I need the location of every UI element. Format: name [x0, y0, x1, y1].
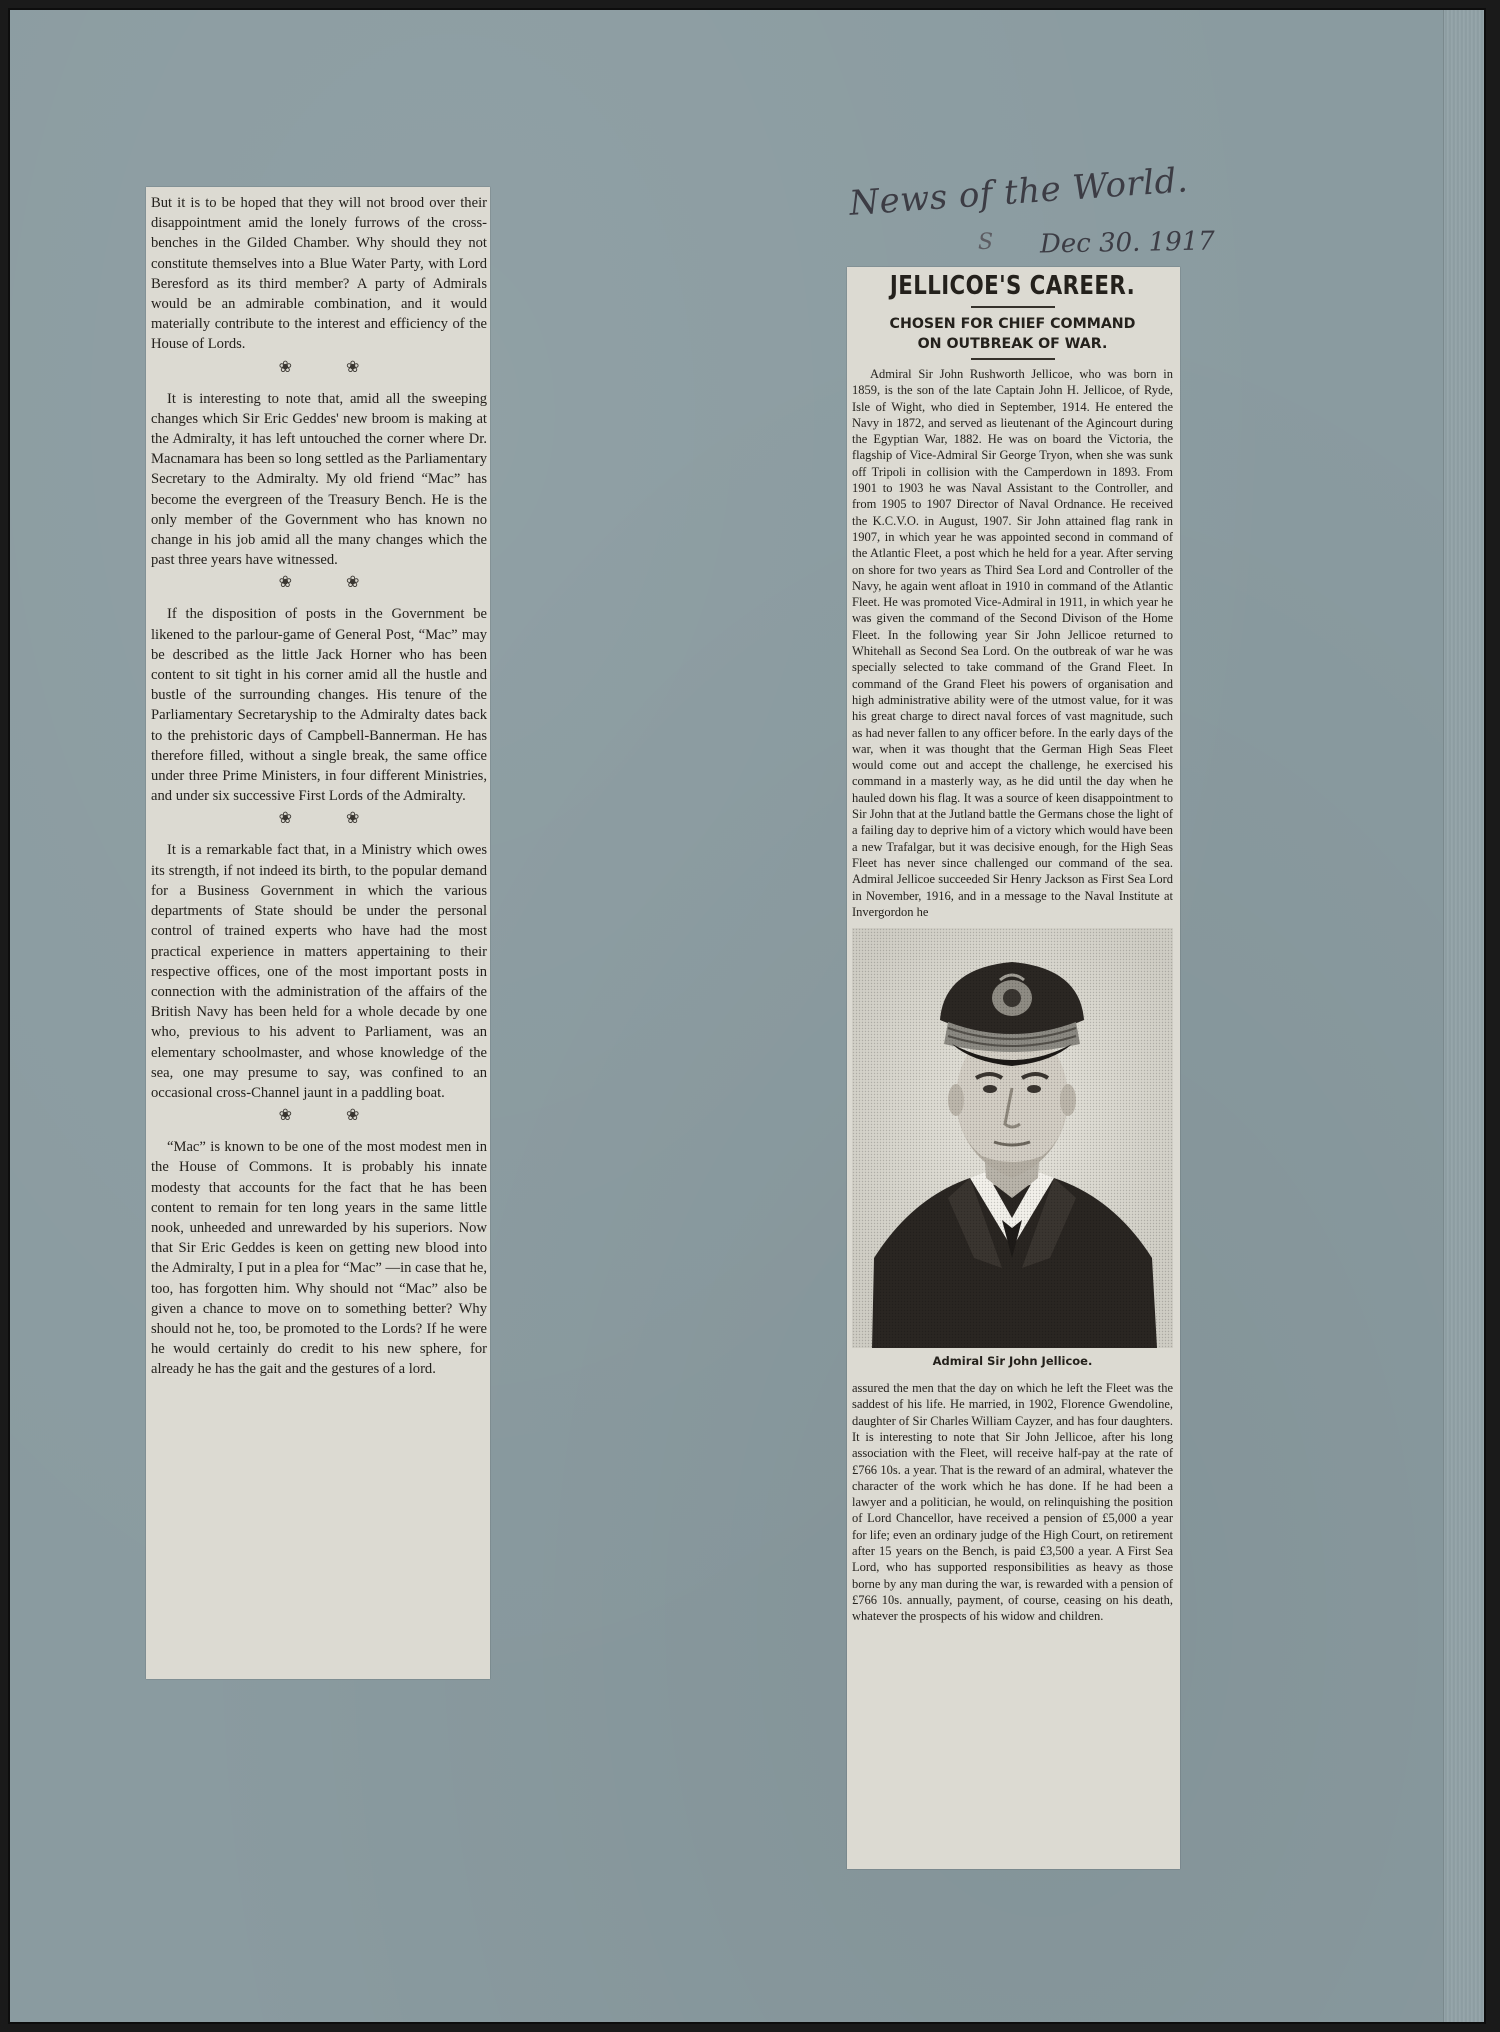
ornament-divider: [151, 574, 487, 592]
ornament-divider: [151, 1107, 487, 1125]
flower-ornament-icon: ❀: [346, 810, 360, 828]
article-headline: JELLICOE'S CAREER.: [889, 271, 1136, 301]
column-paragraph: It is interesting to note that, amid all the sweeping changes which Sir Eric Geddes' new broom is making at the Admiralty, it has left untouched the corner where Dr. Macnamara has been so long settled as the Parliamentary Secretary to the Admiralty. My old friend “Mac” has become the evergreen of the Treasury Bench. He is the only member of the Government who has known no change in his job amid all the many changes which the past three years have witnessed.: [151, 390, 487, 569]
flower-ornament-icon: ❀: [278, 1107, 292, 1125]
flower-ornament-icon: ❀: [278, 574, 292, 592]
handwritten-mark: S: [978, 230, 994, 255]
left-newspaper-clipping: [146, 187, 490, 1679]
flower-ornament-icon: ❀: [346, 358, 360, 376]
article-body-part-1: Admiral Sir John Rushworth Jellicoe, who was born in 1859, is the son of the late Captain John H. Jellicoe, of Ryde, Isle of Wight, who died in September, 1914. He entered the Navy in 1872, and served as lieutenant of the Agincourt during the Egyptian War, 1882. He was on board the Victoria, the flagship of Vice-Admiral Sir George Tryon, when she was sunk off Tripoli in collision with the Camperdown in 1893. From 1901 to 1903 he was Naval Assistant to the Controller, and from 1905 to 1907 Director of Naval Ordnance. He received the K.C.V.O. in August, 1907. Sir John attained flag rank in 1907, in which year he was appointed second in command of the Atlantic Fleet, a post which he held for a year. After serving on shore for two years as Third Sea Lord and Controller of the Navy, he again went afloat in 1910 in command of the Atlantic Fleet. He was promoted Vice-Admiral in 1911, in which year he was given the command of the Second Divison of the Home Fleet. In the following year Sir John Jellicoe returned to Whitehall as Second Sea Lord. On the outbreak of war he was specially selected to take command of the Grand Fleet. In command of the Grand Fleet his powers of organisation and high administrative ability were of the utmost value, for it was his great charge to direct naval forces of vast magnitude, such as had never fallen to any officer before. In the early days of the war, when it was thought that the German High Seas Fleet would come out and accept the challenge, he exercised his command in a masterly way, as he did until the day when he hauled down his flag. It was a source of keen disappointment to Sir John that at the Jutland battle the Germans chose the light of a failing day to deprive him of a victory which would have been a new Trafalgar, but it was decisive enough, for the High Seas Fleet has never since challenged our command of the sea. Admiral Jellicoe succeeded Sir Henry Jackson as First Sea Lord in November, 1916, and in a message to the Naval Institute at Invergordon he: [852, 367, 1173, 919]
column-paragraph: If the disposition of posts in the Government be likened to the parlour-game of General Post, “Mac” may be described as the little Jack Horner who has been content to sit tight in his corner amid all the hustle and bustle of the surrounding changes. His tenure of the Parliamentary Secretaryship to the Admiralty dates back to the prehistoric days of Campbell-Bannerman. He has therefore filled, without a single break, the same office under three Prime Ministers, in four different Ministries, and under six successive First Lords of the Admiralty.: [151, 606, 487, 805]
subheadline-line-1: CHOSEN FOR CHIEF COMMAND: [889, 316, 1136, 332]
ornament-divider: [151, 810, 487, 828]
column-paragraph: But it is to be hoped that they will not brood over their disappointment amid the lonely furrows of the cross-benches in the Gilded Chamber. Why should they not constitute themselves into a Blue Water Party, with Lord Beresford as its third member? A party of Admirals would be an admirable combination, and it would materially contribute to the interest and efficiency of the House of Lords.: [151, 195, 487, 353]
headline-rule: [971, 306, 1055, 308]
handwritten-annotation: [838, 160, 1218, 270]
subheadline-rule: [971, 358, 1055, 360]
handwritten-source: News of the World.: [848, 160, 1190, 224]
subheadline-line-2: ON OUTBREAK OF WAR.: [917, 336, 1108, 352]
handwritten-date: Dec 30. 1917: [1039, 226, 1216, 260]
flower-ornament-icon: ❀: [346, 1107, 360, 1125]
article-body-part-2: assured the men that the day on which he left the Fleet was the saddest of his life. He married, in 1902, Florence Gwendoline, daughter of Sir Charles William Cayzer, and has four daughters. It is interesting to note that Sir John Jellicoe, after his long association with the Fleet, will receive half-pay at the rate of £766 10s. a year. That is the reward of an admiral, whatever the character of the work which he has done. If he had been a lawyer and a politician, he would, on relinquishing the position of Lord Chancellor, have received a pension of £5,000 a year for life; even an ordinary judge of the High Court, on retirement after 15 years on the Bench, is paid £3,500 a year. A First Sea Lord, who has supported responsibilities as heavy as those borne by any man during the war, is rewarded with a pension of £766 10s. annually, payment, of course, ceasing on his death, whatever the prospects of his widow and children.: [852, 1381, 1173, 1624]
scrapbook-page: [8, 8, 1486, 2024]
column-paragraph: It is a remarkable fact that, in a Ministry which owes its strength, if not indeed its birth, to the popular demand for a Business Government in which the various departments of State should be under the personal control of trained experts who have had the most practical experience in matters appertaining to their respective offices, one of the most important posts in connection with the administration of the affairs of the British Navy has been held for a whole decade by one who, previous to his advent to Parliament, was an elementary schoolmaster, and whose knowledge of the sea, one may presume to say, was confined to an occasional cross-Channel jaunt in a paddling boat.: [151, 842, 487, 1101]
column-paragraph: “Mac” is known to be one of the most modest men in the House of Commons. It is probably his innate modesty that accounts for the fact that he has been content to remain for ten long years in the same little nook, unheeded and unrewarded by his superiors. Now that Sir Eric Geddes is keen on getting new blood into the Admiralty, I put in a plea for “Mac” —in case that he, too, has forgotten him. Why should not “Mac” also be given a chance to move on to something better? Why should not he, too, be promoted to the Lords? If he were he would certainly do credit to his new sphere, for already he has the gait and the gestures of a lord.: [151, 1139, 487, 1378]
flower-ornament-icon: ❀: [278, 810, 292, 828]
article-subheadline: [852, 314, 1173, 354]
right-newspaper-clipping: [847, 267, 1180, 1869]
flower-ornament-icon: ❀: [278, 358, 292, 376]
flower-ornament-icon: ❀: [346, 574, 360, 592]
portrait-photo: [852, 928, 1173, 1348]
portrait-caption: Admiral Sir John Jellicoe.: [932, 1354, 1093, 1369]
ornament-divider: [151, 359, 487, 377]
album-spine: [1443, 10, 1484, 2022]
